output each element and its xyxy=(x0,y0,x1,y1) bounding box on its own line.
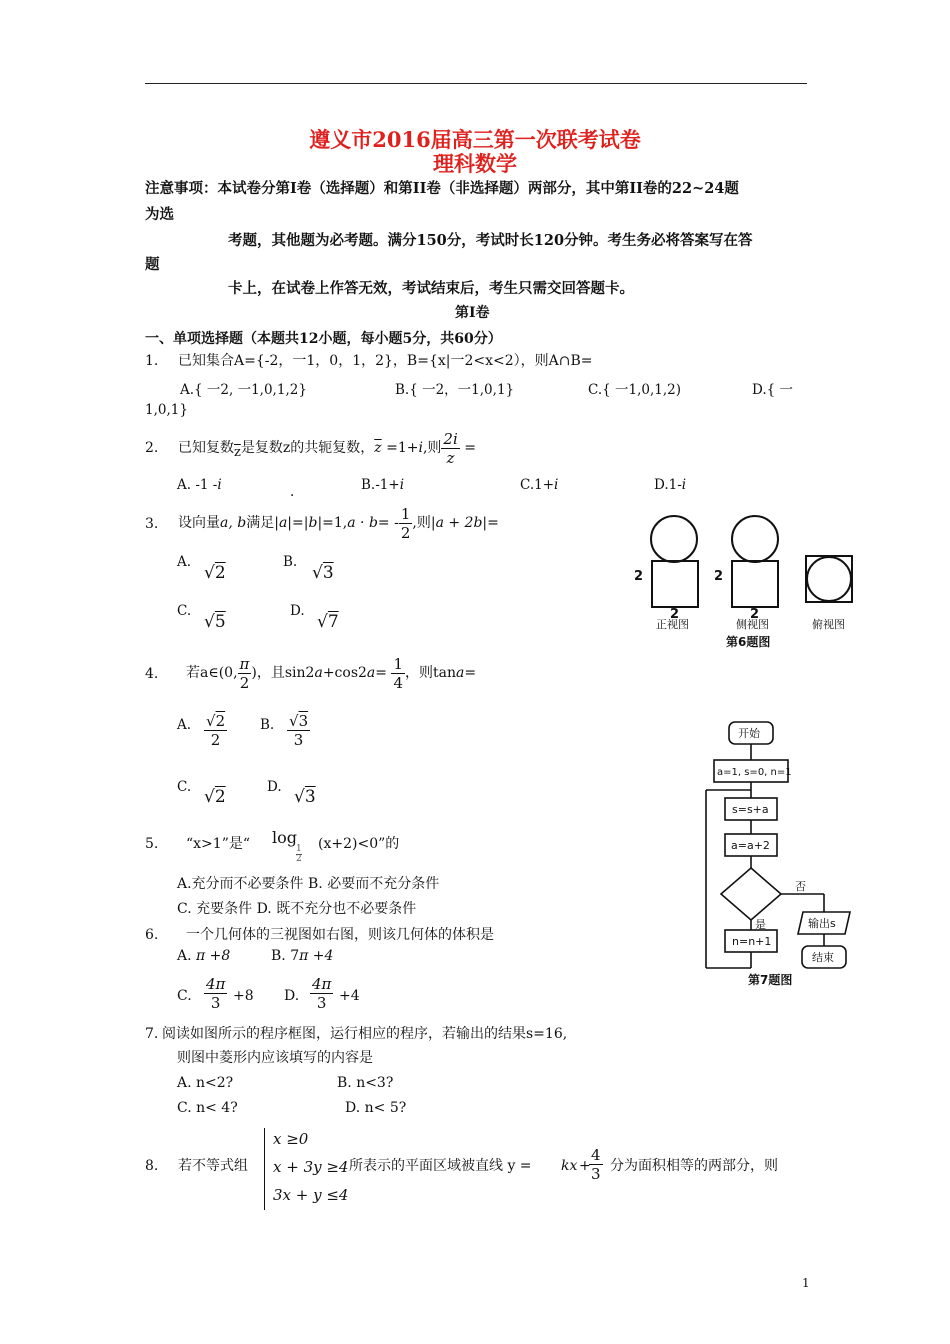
q6-option-d-frac xyxy=(310,975,333,1012)
notice-line-2: 为选 xyxy=(145,206,174,223)
q3-option-d-radicand: 7 xyxy=(327,612,339,632)
q4-option-a-label: A. xyxy=(177,717,192,733)
q2-option-b-i: i xyxy=(399,477,405,493)
q1-option-c: C.{ 一1,0,1,2) xyxy=(588,382,682,398)
q4-option-b-label: B. xyxy=(260,717,275,733)
flow-output-label: 输出s xyxy=(808,917,836,930)
q8-text-2: 所表示的平面区域被直线 y = xyxy=(349,1158,532,1174)
q8-number: 8. xyxy=(145,1158,159,1174)
q5-log-base-num: 1 xyxy=(296,844,302,854)
q4-alpha-3: a xyxy=(456,665,465,681)
q6-text: 一个几何体的三视图如右图，则该几何体的体积是 xyxy=(186,927,494,943)
q6-option-a-label: A. xyxy=(177,948,192,964)
q8-text-1: 若不等式组 xyxy=(178,1158,248,1174)
q2-option-c xyxy=(520,477,558,493)
q6-option-c-label: C. xyxy=(177,988,192,1004)
q5-text-1: “x>1”是“ xyxy=(186,836,251,852)
flow-start-label: 开始 xyxy=(738,727,760,740)
q6-option-c-tail: +8 xyxy=(233,988,254,1004)
q4-option-c-label: C. xyxy=(177,779,192,795)
q6-option-c-frac xyxy=(204,975,227,1012)
q6-option-d-tail: +4 xyxy=(339,988,360,1004)
q3-option-d-label: D. xyxy=(290,603,305,619)
q4-alpha-2: a xyxy=(366,665,376,681)
flow-no-label: 否 xyxy=(795,880,806,893)
q8-text-5: 分为面积相等的两部分，则 xyxy=(610,1158,778,1174)
q2-text-4: i xyxy=(418,440,423,456)
q6-option-a-value: π +8 xyxy=(196,948,231,964)
q4-text-7: ，则tan xyxy=(405,665,456,681)
q3-text-3: 满足| xyxy=(246,515,279,531)
q8-kx: kx xyxy=(561,1158,578,1174)
q4-text-9: = xyxy=(464,665,477,681)
doc-title: 遵义市2016届高三第一次联考试卷 xyxy=(309,127,641,152)
q2-stem xyxy=(178,428,476,469)
q2-zbar: $\overline{z}$ xyxy=(234,445,241,460)
q3-a: a xyxy=(278,515,288,531)
q8-brace xyxy=(264,1128,265,1210)
front-view-label: 正视图 xyxy=(656,618,689,631)
q8-fraction xyxy=(589,1146,603,1183)
q4-frac2-num: 1 xyxy=(393,654,403,673)
q2-option-d-label: D.1- xyxy=(654,477,682,493)
q6-option-c-num: 4π xyxy=(206,975,226,993)
q3-text-5: |=| xyxy=(287,515,309,531)
q4-alpha-1: a xyxy=(314,665,323,681)
q7-text: 阅读如图所示的程序框图，运行相应的程序，若输出的结果s=16, xyxy=(162,1026,568,1042)
notice-line-5: 卡上，在试卷上作答无效，考试结束后，考生只需交回答题卡。 xyxy=(228,280,634,297)
notice-line-3: 考题，其他题为必考题。满分150分，考试时长120分钟。考生务必将答案写在答 xyxy=(228,232,753,249)
flow-decision xyxy=(721,868,781,920)
q6-option-d-label: D. xyxy=(284,988,300,1004)
q3-option-c-label: C. xyxy=(177,603,192,619)
side-view-label: 侧视图 xyxy=(736,618,769,631)
q3-option-c-radicand: 5 xyxy=(214,612,226,632)
flow-yes-label: 是 xyxy=(755,918,766,931)
q4-text-6: = xyxy=(375,665,387,681)
q1-option-a: A.{ 一2, 一1,0,1,2} xyxy=(180,382,307,398)
figure-6-caption: 第6题图 xyxy=(726,635,771,649)
q2-option-c-label: C.1+ xyxy=(520,477,555,493)
q2-option-a xyxy=(177,477,222,493)
q3-b: b xyxy=(308,515,318,531)
q4-frac2-den: 4 xyxy=(393,673,403,692)
front-view-width-label: 2 xyxy=(670,607,680,622)
q2-text-1: 已知复数 xyxy=(178,440,234,456)
q6-option-b-value: π +4 xyxy=(299,948,334,964)
q3-text-10: ,则| xyxy=(412,515,436,531)
flow-init-label: a=1, s=0, n=1 xyxy=(717,767,792,778)
q3-option-a-value: √2 xyxy=(204,563,226,583)
side-view-height-label: 2 xyxy=(714,569,724,584)
flow-step-s-label: s=s+a xyxy=(732,803,769,816)
q4-option-d-label: D. xyxy=(267,779,282,795)
q5-log: log xyxy=(272,828,297,847)
q4-frac1-num: π xyxy=(239,654,250,673)
q1-option-d-cont: 1,0,1} xyxy=(145,402,188,418)
flow-increment-label: n=n+1 xyxy=(732,935,772,948)
q2-option-b-label: B.-1+ xyxy=(361,477,400,493)
q2-stray-dot: . xyxy=(290,484,295,500)
q4-frac1-den: 2 xyxy=(239,673,250,692)
q4-option-b-den: 3 xyxy=(293,731,304,749)
q3-text-7: |=1, xyxy=(317,515,348,531)
q3-frac-den: 2 xyxy=(400,523,411,542)
q4-fraction-2 xyxy=(391,655,405,692)
q8-ineq-3: 3x + y ≤4 xyxy=(273,1186,349,1204)
front-view-sphere xyxy=(651,516,697,562)
q3-text-12: |= xyxy=(482,515,499,531)
front-view-cube xyxy=(652,561,698,607)
flow-step-a-label: a=a+2 xyxy=(731,839,770,852)
q4-option-c-value: √2 xyxy=(204,787,226,807)
q7-number: 7. xyxy=(145,1026,159,1042)
q3-frac-num: 1 xyxy=(400,504,411,523)
q2-frac-den: z xyxy=(446,448,455,467)
q6-option-c-den: 3 xyxy=(210,994,221,1012)
side-view-sphere xyxy=(732,516,778,562)
q3-option-d-value: √7 xyxy=(317,612,339,632)
q2-option-c-i: i xyxy=(554,477,559,493)
q4-stem xyxy=(186,652,476,694)
q3-option-b-radicand: 3 xyxy=(322,563,334,583)
q8-plus: + xyxy=(579,1158,591,1174)
q3-fraction xyxy=(399,505,413,542)
q5-options-cd: C. 充要条件 D. 既不充分也不必要条件 xyxy=(177,901,417,917)
q3-vectors: a, b xyxy=(220,515,247,531)
q2-fraction xyxy=(441,430,459,467)
doc-subtitle: 理科数学 xyxy=(433,151,517,176)
q4-option-a-radicand: 2 xyxy=(215,712,226,730)
q4-option-d-radicand: 3 xyxy=(304,787,316,807)
q6-option-d-num: 4π xyxy=(312,975,332,993)
q2-option-b xyxy=(361,477,404,493)
q3-option-a-label: A. xyxy=(177,554,192,570)
q3-option-b-value: √3 xyxy=(312,563,334,583)
q4-option-b-value: $\frac{√3}{3}$ xyxy=(289,712,309,749)
q6-option-a xyxy=(177,946,230,966)
q7-option-c: C. n< 4? xyxy=(177,1100,238,1116)
q2-text-2: 是复数z的共轭复数， xyxy=(240,440,375,456)
q4-option-b-radicand: 3 xyxy=(298,712,309,730)
q6-number: 6. xyxy=(145,927,159,943)
q4-text-2: )，且sin2 xyxy=(251,665,315,681)
q2-option-a-label: A. -1 - xyxy=(177,477,218,493)
q1-number: 1. xyxy=(145,353,159,369)
q3-number: 3. xyxy=(145,516,159,532)
q4-fraction-1 xyxy=(238,655,252,692)
q5-text-2: (x+2)<0”的 xyxy=(318,836,400,852)
q4-option-a-den: 2 xyxy=(210,731,221,749)
q2-option-a-i: i xyxy=(217,477,222,493)
q2-text-5: ,则 xyxy=(422,440,442,456)
q3-option-c-value: √5 xyxy=(204,612,226,632)
q4-option-c-radicand: 2 xyxy=(214,787,226,807)
notice-line-1: 注意事项：本试卷分第Ⅰ卷（选择题）和第II卷（非选择题）两部分，其中第II卷的22~24题 xyxy=(145,180,739,197)
q8-ineq-2: x + 3y ≥4 xyxy=(273,1158,349,1176)
q5-log-base xyxy=(296,845,302,864)
front-view-height-label: 2 xyxy=(634,569,644,584)
header-rule xyxy=(145,83,807,84)
top-view-circle xyxy=(807,557,851,601)
q2-option-d-i: i xyxy=(681,477,687,493)
figure-7-caption: 第7题图 xyxy=(748,973,793,987)
q2-text-3: =1+ xyxy=(386,440,419,456)
top-view-label: 俯视图 xyxy=(812,618,845,631)
q4-text-1: 若a∈(0, xyxy=(186,665,238,681)
q2-frac-num: 2i xyxy=(443,429,458,448)
q7-option-d: D. n< 5? xyxy=(345,1100,407,1116)
side-view-cube xyxy=(732,561,778,607)
q2-text-6: = xyxy=(464,440,476,456)
q6-option-b xyxy=(271,946,333,966)
page-number: 1 xyxy=(802,1276,810,1290)
q2-number: 2. xyxy=(145,440,159,456)
q2-zbar-2: $\overline{z}$ xyxy=(374,440,382,456)
figure-7-flowchart xyxy=(700,718,860,990)
q4-option-a-value: $\frac{√2}{2}$ xyxy=(206,712,226,749)
q8-frac-num: 4 xyxy=(591,1146,601,1164)
q5-number: 5. xyxy=(145,836,159,852)
volume-heading: 第Ⅰ卷 xyxy=(455,305,490,321)
q7-option-b: B. n<3? xyxy=(337,1075,394,1091)
q1-option-d: D.{ 一 xyxy=(752,382,794,398)
q3-text-1: 设向量 xyxy=(178,515,220,531)
q1-text: 已知集合A={-2，一1，0，1，2}，B={x|一2<x<2），则A∩B= xyxy=(178,353,593,369)
q3-expr: a + 2b xyxy=(435,515,483,531)
q7-option-a: A. n<2? xyxy=(177,1075,234,1091)
q2-option-d xyxy=(654,477,686,493)
q3-option-b-label: B. xyxy=(283,554,298,570)
q4-number: 4. xyxy=(145,666,159,682)
side-view-width-label: 2 xyxy=(750,607,760,622)
section-heading: 一、单项选择题（本题共12小题，每小题5分，共60分） xyxy=(145,331,502,347)
q8-ineq-1: x ≥0 xyxy=(273,1130,309,1148)
q6-option-d-den: 3 xyxy=(316,994,327,1012)
q8-frac-den: 3 xyxy=(591,1165,601,1183)
figure-6-three-views xyxy=(628,508,858,653)
q4-option-d-value: √3 xyxy=(294,787,316,807)
flow-end-label: 结束 xyxy=(812,951,834,964)
q7-text-2: 则图中菱形内应该填写的内容是 xyxy=(177,1050,373,1066)
notice-line-4: 题 xyxy=(145,256,160,273)
q3-dot-product: a · b xyxy=(347,515,378,531)
q5-log-base-den: 2 xyxy=(296,854,302,864)
q3-stem xyxy=(178,503,499,543)
q4-text-4: +cos2 xyxy=(322,665,367,681)
q1-option-b: B.{ 一2，一1,0,1} xyxy=(395,382,515,398)
q5-options-ab: A.充分而不必要条件 B. 必要而不充分条件 xyxy=(177,876,440,892)
q3-text-9: = - xyxy=(377,515,399,531)
q6-option-b-label: B. 7 xyxy=(271,948,300,964)
q3-option-a-radicand: 2 xyxy=(214,563,226,583)
